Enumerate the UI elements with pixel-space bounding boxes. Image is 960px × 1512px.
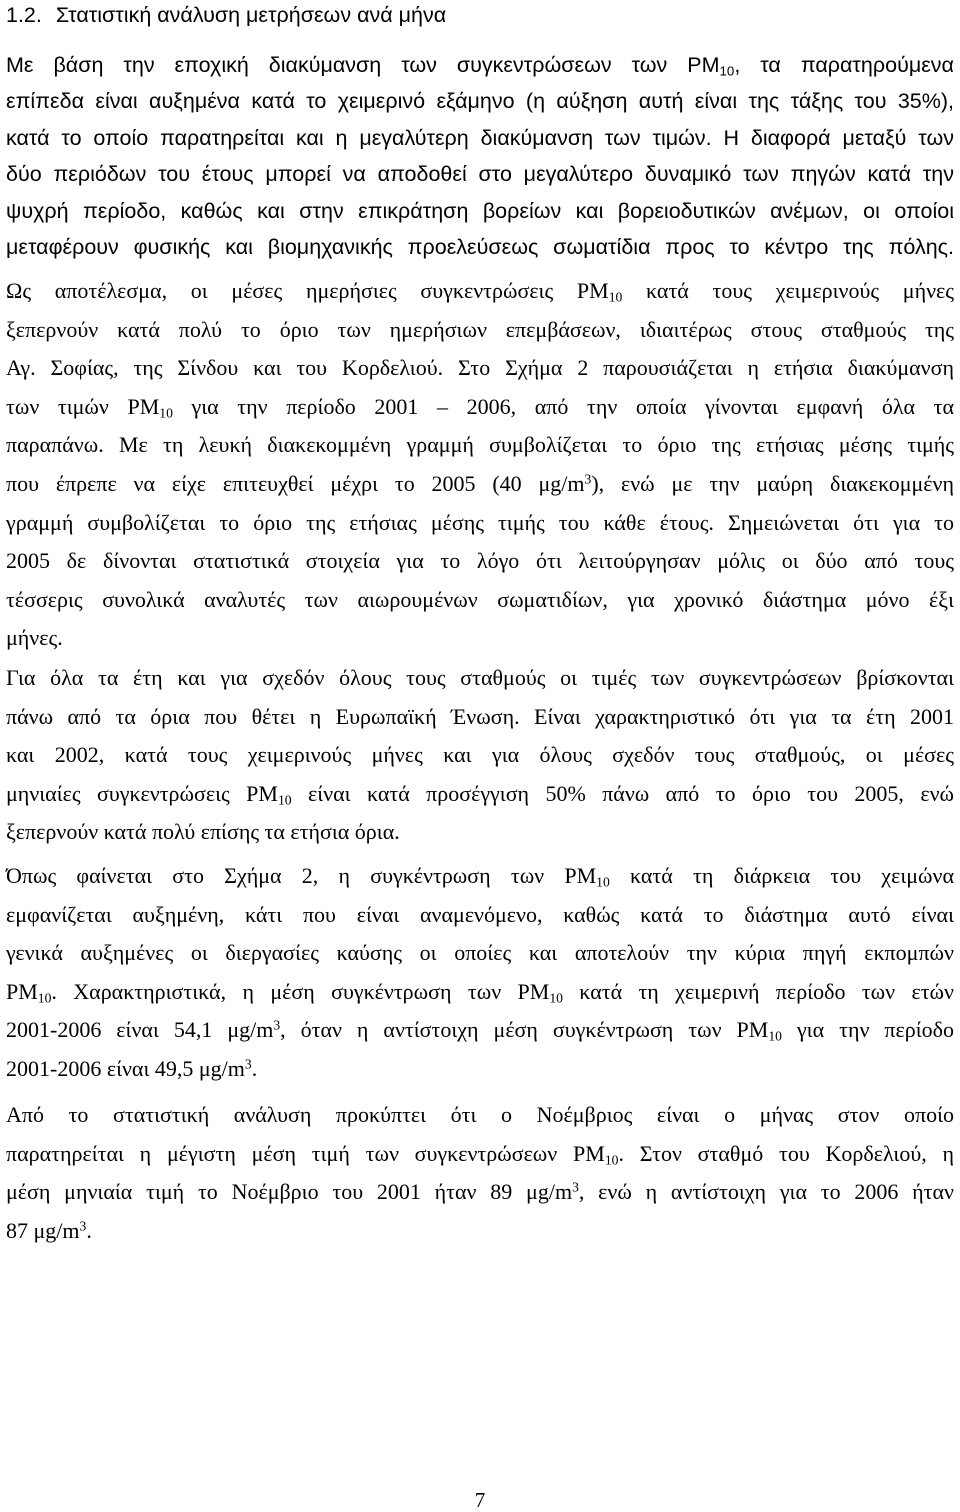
text-line: 2001-2006 είναι 49,5 $\mu g/m^3$. — [6, 1055, 258, 1081]
text-line: γενικά αυξημένες οι διεργασίες καύσης οι οποίες και αποτελούν την κύρια πηγή εκπομπών — [6, 940, 954, 966]
section-title: Στατιστική ανάλυση μετρήσεων ανά μήνα — [55, 3, 447, 27]
paragraph-seasonal-variation — [6, 47, 954, 265]
text-line: Από το στατιστική ανάλυση προκύπτει ότι ο Νοέμβριος είναι ο μήνας στον οποίο — [6, 1102, 954, 1127]
text-line: παραπάνω. Με τη λευκή διακεκομμένη γραμμή συμβολίζεται το όριο της ετήσιας μέσης τιμής — [6, 432, 954, 458]
paragraph-winter-concentration — [6, 857, 954, 1089]
text-line: 2001-2006 είναι 54,1 $\mu g/m^3$, όταν η αντίστοιχη μέση συγκέντρωση των $PM_{10}$ για την περίοδο — [6, 1017, 954, 1044]
text-line: Αγ. Σοφίας, της Σίνδου και του Κορδελιού. Στο Σχήμα 2 παρουσιάζεται η ετήσια διακύμανση — [6, 355, 954, 381]
text-line: ψυχρή περίοδο, καθώς και στην επικράτηση βορείων και βορειοδυτικών ανέμων, οι οποίοι — [6, 198, 954, 223]
section-heading — [6, 2, 956, 28]
text-line: μηνιαίες συγκεντρώσεις $PM_{10}$ είναι κατά προσέγγιση 50% πάνω από το όριο του 2005, ενώ — [6, 780, 954, 808]
text-line: Ως αποτέλεσμα, οι μέσες ημερήσιες συγκεντρώσεις $PM_{10}$ κατά τους χειμερινούς μήνες — [6, 278, 954, 305]
text-line: ξεπερνούν κατά πολύ επίσης τα ετήσια όρια. — [6, 819, 400, 845]
section-number: 1.2. — [6, 3, 42, 27]
text-line: εμφανίζεται αυξημένη, κάτι που είναι αναμενόμενο, καθώς κατά το διάστημα αυτό είναι — [6, 901, 954, 927]
text-line: γραμμή συμβολίζεται το όριο της ετήσιας μέσης τιμής του κάθε έτους. Σημειώνεται ότι για το — [6, 509, 954, 535]
text-line: πάνω από τα όρια που θέτει η Ευρωπαϊκή Ένωση. Είναι χαρακτηριστικό ότι για τα έτη 2001 — [6, 703, 954, 729]
text-line: παρατηρείται η μέγιστη μέση τιμή των συγκεντρώσεων $PM_{10}$. Στον σταθμό του Κορδελιού, η — [6, 1140, 954, 1167]
paragraph-november-maximum — [6, 1096, 954, 1250]
text-line: που έπρεπε να είχε επιτευχθεί μέχρι το 2005 (40 $\mu g/m^3$), ενώ με την μαύρη διακεκομμένη — [6, 470, 954, 496]
text-line: δύο περιόδων του έτους μπορεί να αποδοθεί στο μεγαλύτερο δυναμικό των πηγών κατά την — [6, 162, 954, 187]
text-line: και 2002, κατά τους χειμερινούς μήνες και για όλους σχεδόν τους σταθμούς, οι μέσες — [6, 742, 954, 768]
text-line: $PM_{10}$. Χαρακτηριστικά, η μέση συγκέντρωση των $PM_{10}$ κατά τη χειμερινή περίοδο των ετών — [6, 978, 954, 1006]
text-line: μέση μηνιαία τιμή το Νοέμβριο του 2001 ήταν 89 $\mu g/m^3$, ενώ η αντίστοιχη για το 2006 ήταν — [6, 1179, 954, 1205]
text-line: μεταφέρουν φυσικής και βιομηχανικής προελεύσεως σωματίδια προς το κέντρο της πόλης. — [6, 235, 954, 260]
paragraph-winter-exceedances — [6, 272, 954, 658]
text-line: κατά το οποίο παρατηρείται και η μεγαλύτερη διακύμανση των τιμών. Η διαφορά μεταξύ των — [6, 125, 954, 150]
text-line: ξεπερνούν κατά πολύ το όριο των ημερήσιων επεμβάσεων, ιδιαιτέρως στους σταθμούς της — [6, 316, 954, 342]
text-line: επίπεδα είναι αυξημένα κατά το χειμερινό εξάμηνο (η αύξηση αυτή είναι της τάξης του 35%), — [6, 89, 954, 114]
page-number: 7 — [474, 1488, 486, 1512]
text-line: Για όλα τα έτη και για σχεδόν όλους τους σταθμούς οι τιμές των συγκεντρώσεων βρίσκονται — [6, 665, 954, 690]
text-line: Με βάση την εποχική διακύμανση των συγκεντρώσεων των $PM_{10}$, τα παρατηρούμενα — [6, 53, 954, 79]
text-line: 2005 δε δίνονται στατιστικά στοιχεία για το λόγο ότι λειτούργησαν μόλις οι δύο από τους — [6, 548, 954, 574]
paragraph-eu-limits — [6, 659, 954, 852]
text-line: τέσσερις συνολικά αναλυτές των αιωρουμένων σωματιδίων, για χρονικό διάστημα μόνο έξι — [6, 586, 954, 612]
text-line: Όπως φαίνεται στο Σχήμα 2, η συγκέντρωση των $PM_{10}$ κατά τη διάρκεια του χειμώνα — [6, 863, 954, 890]
text-line: των τιμών $PM_{10}$ για την περίοδο 2001 – 2006, από την οποία γίνονται εμφανή όλα τα — [6, 393, 954, 421]
text-line: 87 $\mu g/m^3$. — [6, 1217, 92, 1243]
text-line: μήνες. — [6, 625, 63, 651]
